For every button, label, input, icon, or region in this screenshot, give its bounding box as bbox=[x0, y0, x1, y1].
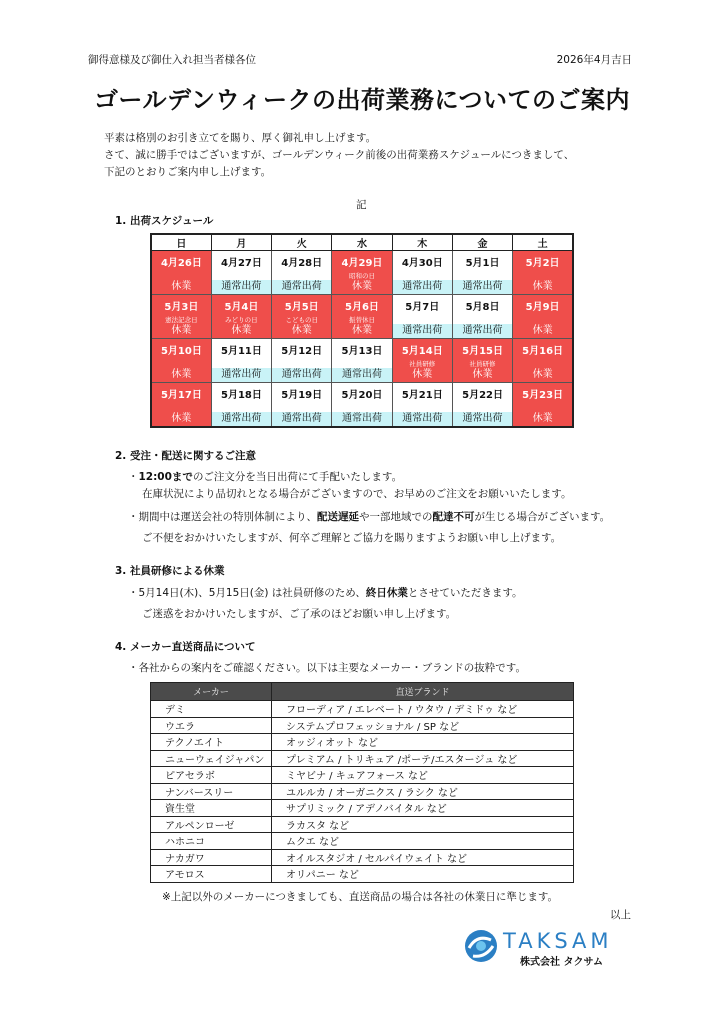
calendar-day-work bbox=[211, 251, 271, 295]
brand-list: ラカスタ など bbox=[272, 816, 574, 833]
day-date: 5月3日 bbox=[164, 302, 199, 313]
calendar-day-holiday bbox=[151, 251, 211, 295]
weekday-header: 木 bbox=[392, 234, 452, 251]
weekday-header: 月 bbox=[211, 234, 271, 251]
day-status: 通常出荷 bbox=[453, 324, 512, 338]
brand-list: ミヤビナ / キュアフォース など bbox=[272, 767, 574, 784]
calendar-day-holiday bbox=[332, 295, 392, 339]
ki-label: 記 bbox=[356, 199, 367, 211]
day-status: 通常出荷 bbox=[212, 412, 271, 426]
maker-name: ナンバースリー bbox=[151, 783, 272, 800]
notice-item: ・5月14日(木)、5月15日(金) は社員研修のため、終日休業とさせていただきます。 bbox=[128, 587, 523, 599]
bold-text: 終日休業 bbox=[365, 587, 408, 599]
section-1-title: 1. 出荷スケジュール bbox=[115, 215, 214, 227]
maker-row bbox=[151, 833, 574, 850]
day-status: 通常出荷 bbox=[212, 280, 271, 294]
maker-row bbox=[151, 717, 574, 734]
bold-text: 配達不可 bbox=[432, 511, 475, 523]
calendar-day-work bbox=[272, 383, 332, 428]
day-note: みどりの日 bbox=[225, 316, 258, 324]
calendar-week bbox=[151, 383, 573, 428]
day-status: 休業 bbox=[532, 281, 553, 292]
column-header: 直送ブランド bbox=[272, 683, 574, 701]
page-title: ゴールデンウィークの出荷業務についてのご案内 bbox=[93, 86, 631, 114]
day-status: 休業 bbox=[351, 325, 372, 336]
issue-date: 2026年4月吉日 bbox=[556, 54, 632, 66]
text: が生じる場合がございます。 bbox=[474, 511, 611, 523]
day-note: 憲法記念日 bbox=[165, 316, 198, 324]
text: や一部地域での bbox=[359, 511, 433, 523]
day-date: 5月4日 bbox=[224, 302, 259, 313]
day-date: 5月13日 bbox=[341, 346, 383, 357]
maker-row bbox=[151, 734, 574, 751]
day-status: 休業 bbox=[532, 413, 553, 424]
day-status: 通常出荷 bbox=[332, 412, 391, 426]
day-date: 5月10日 bbox=[160, 346, 202, 357]
day-date: 5月1日 bbox=[465, 258, 500, 269]
maker-name: ウエラ bbox=[151, 717, 272, 734]
day-date: 5月9日 bbox=[525, 302, 560, 313]
day-status: 通常出荷 bbox=[272, 368, 331, 382]
day-date: 4月29日 bbox=[341, 258, 383, 269]
maker-row bbox=[151, 849, 574, 866]
day-date: 5月14日 bbox=[401, 346, 443, 357]
day-date: 5月5日 bbox=[284, 302, 319, 313]
calendar-day-holiday bbox=[513, 383, 573, 428]
day-date: 5月6日 bbox=[345, 302, 379, 313]
notice-item: ・12:00までのご注文分を当日出荷にて手配いたします。 bbox=[128, 471, 403, 483]
section-4-title: 4. メーカー直送商品について bbox=[115, 641, 256, 653]
calendar-day-work bbox=[392, 295, 452, 339]
day-date: 5月21日 bbox=[401, 390, 443, 401]
calendar-day-work bbox=[272, 251, 332, 295]
day-date: 5月23日 bbox=[522, 390, 564, 401]
calendar-day-holiday bbox=[392, 339, 452, 383]
day-note: こどもの日 bbox=[285, 316, 318, 324]
notice-line: ご不便をおかけいたしますが、何卒ご理解とご協力を賜りますようお願い申し上げます。 bbox=[142, 532, 562, 544]
calendar-day-work bbox=[272, 339, 332, 383]
day-status: 通常出荷 bbox=[453, 412, 512, 426]
calendar-day-work bbox=[452, 295, 512, 339]
notice-item: ・期間中は運送会社の特別体制により、配送遅延や一部地域での配達不可が生じる場合がございます。 bbox=[128, 511, 611, 523]
day-date: 5月19日 bbox=[281, 390, 323, 401]
calendar-day-holiday bbox=[513, 251, 573, 295]
brand-list: プレミアム / トリキュア /ポーテ/エスタージュ など bbox=[272, 750, 574, 767]
bold-text: 配送遅延 bbox=[317, 511, 359, 523]
brand-list: ユルルカ / オーガニクス / ラシク など bbox=[272, 783, 574, 800]
day-note: 社員研修 bbox=[409, 360, 436, 368]
day-status: 休業 bbox=[351, 281, 372, 292]
notice-item: ・各社からの案内をご確認ください。以下は主要なメーカー・ブランドの抜粋です。 bbox=[128, 662, 526, 674]
day-date: 4月30日 bbox=[401, 258, 443, 269]
text: 5月14日(木)、5月15日(金) は社員研修のため、 bbox=[138, 587, 366, 599]
company-name: 株式会社 タクサム bbox=[520, 957, 603, 968]
maker-row bbox=[151, 866, 574, 883]
maker-row bbox=[151, 800, 574, 817]
day-status: 休業 bbox=[412, 369, 433, 380]
maker-name: ハホニコ bbox=[151, 833, 272, 850]
day-date: 4月28日 bbox=[281, 258, 323, 269]
maker-row bbox=[151, 767, 574, 784]
calendar-day-holiday bbox=[211, 295, 271, 339]
notice-line: ご迷惑をおかけいたしますが、ご了承のほどお願い申し上げます。 bbox=[142, 608, 457, 620]
day-date: 4月27日 bbox=[220, 258, 262, 269]
day-status: 通常出荷 bbox=[272, 280, 331, 294]
calendar-day-work bbox=[211, 339, 271, 383]
day-status: 通常出荷 bbox=[332, 368, 391, 382]
closing: 以上 bbox=[610, 909, 631, 921]
brand-list: ムクエ など bbox=[272, 833, 574, 850]
day-date: 5月12日 bbox=[281, 346, 323, 357]
maker-name: アルペンローゼ bbox=[151, 816, 272, 833]
intro-line: さて、誠に勝手ではございますが、ゴールデンウィーク前後の出荷業務スケジュールにつきまして、 bbox=[104, 149, 575, 161]
calendar-day-holiday bbox=[151, 295, 211, 339]
day-status: 通常出荷 bbox=[272, 412, 331, 426]
company-logo-icon bbox=[463, 928, 499, 964]
brand-list: フローディア / エレベート / ウタウ / デミドゥ など bbox=[272, 701, 574, 718]
day-date: 5月18日 bbox=[220, 390, 262, 401]
day-date: 5月16日 bbox=[522, 346, 564, 357]
calendar-day-work bbox=[332, 383, 392, 428]
text: 期間中は運送会社の特別体制により、 bbox=[138, 511, 317, 523]
day-date: 5月8日 bbox=[465, 302, 500, 313]
day-status: 通常出荷 bbox=[393, 412, 452, 426]
calendar-week bbox=[151, 251, 573, 295]
day-status: 休業 bbox=[532, 325, 553, 336]
calendar-day-work bbox=[392, 251, 452, 295]
day-status: 休業 bbox=[171, 369, 192, 380]
brand-list: システムプロフェッショナル / SP など bbox=[272, 717, 574, 734]
weekday-header: 土 bbox=[513, 234, 573, 251]
maker-name: ナカガワ bbox=[151, 849, 272, 866]
weekday-header: 水 bbox=[332, 234, 392, 251]
day-status: 通常出荷 bbox=[212, 368, 271, 382]
calendar-day-holiday bbox=[151, 383, 211, 428]
calendar-day-holiday bbox=[513, 295, 573, 339]
text: とさせていただきます。 bbox=[407, 587, 523, 599]
intro-line: 下記のとおりご案内申し上げます。 bbox=[104, 166, 272, 178]
day-status: 休業 bbox=[171, 413, 192, 424]
day-date: 4月26日 bbox=[160, 258, 202, 269]
weekday-header: 日 bbox=[151, 234, 211, 251]
brand-list: オイルスタジオ / セルパイウェイト など bbox=[272, 849, 574, 866]
calendar-day-work bbox=[392, 383, 452, 428]
day-status: 休業 bbox=[472, 369, 493, 380]
maker-name: ピアセラボ bbox=[151, 767, 272, 784]
day-date: 5月11日 bbox=[220, 346, 262, 357]
day-status: 休業 bbox=[171, 325, 192, 336]
day-note: 昭和の日 bbox=[348, 272, 375, 280]
calendar-day-holiday bbox=[332, 251, 392, 295]
maker-row bbox=[151, 816, 574, 833]
brand-list: サプリミック / アデノバイタル など bbox=[272, 800, 574, 817]
intro-line: 平素は格別のお引き立てを賜り、厚く御礼申し上げます。 bbox=[104, 132, 377, 144]
shipping-calendar bbox=[150, 233, 574, 428]
day-status: 休業 bbox=[291, 325, 312, 336]
day-date: 5月20日 bbox=[341, 390, 383, 401]
day-note: 振替休日 bbox=[348, 316, 375, 324]
calendar-day-holiday bbox=[452, 339, 512, 383]
section-2-title: 2. 受注・配送に関するご注意 bbox=[115, 450, 256, 462]
day-status: 休業 bbox=[532, 369, 553, 380]
maker-row bbox=[151, 701, 574, 718]
maker-row bbox=[151, 750, 574, 767]
day-status: 通常出荷 bbox=[453, 280, 512, 294]
day-status: 休業 bbox=[231, 325, 252, 336]
calendar-day-holiday bbox=[272, 295, 332, 339]
day-date: 5月7日 bbox=[405, 302, 440, 313]
recipient: 御得意様及び御仕入れ担当者様各位 bbox=[88, 54, 256, 66]
brand-list: オッジィオット など bbox=[272, 734, 574, 751]
notice-line: 在庫状況により品切れとなる場合がございますので、お早めのご注文をお願いいたします。 bbox=[142, 488, 572, 500]
calendar-week bbox=[151, 295, 573, 339]
day-date: 5月22日 bbox=[462, 390, 503, 401]
text: のご注文分を当日出荷にて手配いたします。 bbox=[192, 471, 403, 483]
maker-name: ニューウェイジャパン bbox=[151, 750, 272, 767]
footnote: ※上記以外のメーカーにつきましても、直送商品の場合は各社の休業日に準じます。 bbox=[162, 891, 559, 903]
day-date: 5月15日 bbox=[462, 346, 503, 357]
calendar-day-holiday bbox=[513, 339, 573, 383]
day-note: 社員研修 bbox=[469, 360, 496, 368]
section-3-title: 3. 社員研修による休業 bbox=[115, 565, 225, 577]
calendar-week bbox=[151, 339, 573, 383]
text: 各社からの案内をご確認ください。以下は主要なメーカー・ブランドの抜粋です。 bbox=[138, 662, 526, 674]
maker-name: テクノエイト bbox=[151, 734, 272, 751]
maker-table bbox=[150, 682, 574, 883]
maker-name: デミ bbox=[151, 701, 272, 718]
day-status: 休業 bbox=[171, 281, 192, 292]
calendar-day-work bbox=[452, 383, 512, 428]
column-header: メーカー bbox=[151, 683, 272, 701]
weekday-header: 火 bbox=[272, 234, 332, 251]
calendar-day-work bbox=[452, 251, 512, 295]
day-date: 5月2日 bbox=[525, 258, 560, 269]
brand-list: オリパニー など bbox=[272, 866, 574, 883]
maker-name: 資生堂 bbox=[151, 800, 272, 817]
day-status: 通常出荷 bbox=[393, 324, 452, 338]
calendar-day-work bbox=[332, 339, 392, 383]
day-date: 5月17日 bbox=[160, 390, 202, 401]
calendar-day-work bbox=[211, 383, 271, 428]
bold-text: 12:00まで bbox=[138, 471, 193, 483]
maker-name: アモロス bbox=[151, 866, 272, 883]
day-status: 通常出荷 bbox=[393, 280, 452, 294]
company-logo-name: TAKSAM bbox=[503, 929, 613, 953]
maker-row bbox=[151, 783, 574, 800]
weekday-header: 金 bbox=[452, 234, 512, 251]
calendar-day-holiday bbox=[151, 339, 211, 383]
